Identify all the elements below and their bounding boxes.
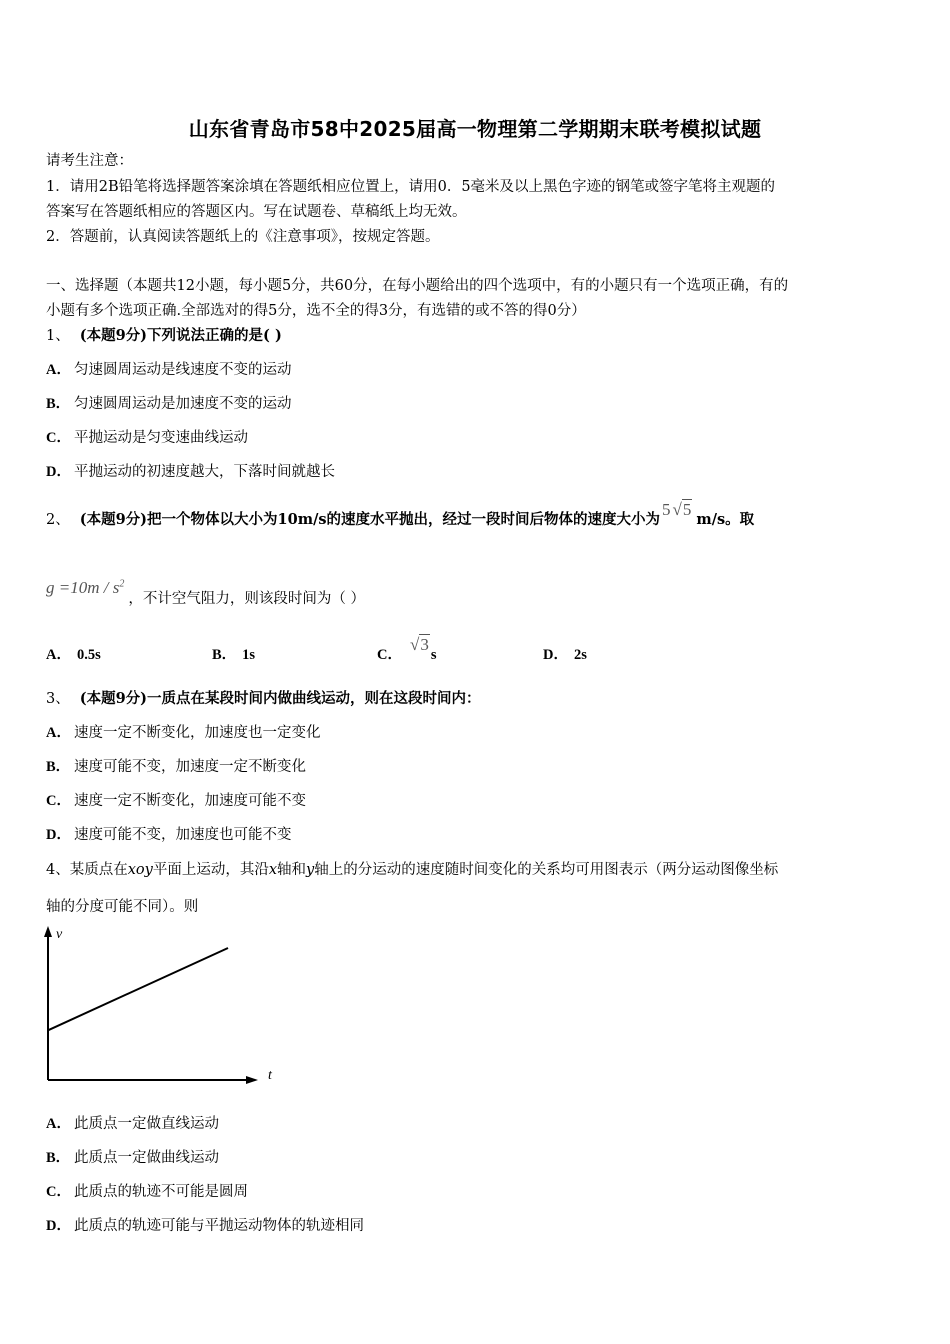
question-number: 1、: [46, 328, 70, 344]
question-2-option-b: B． 1s: [212, 647, 256, 663]
question-1-option-a: A． 匀速圆周运动是线速度不变的运动: [46, 362, 292, 378]
velocity-line: [48, 948, 228, 1030]
question-4-stem-line-1: 4、某质点在xoy平面上运动，其沿x轴和y轴上的分运动的速度随时间变化的关系均可用图表示（两分运动图像坐标: [46, 862, 779, 878]
question-number: 3、: [46, 691, 70, 707]
t-axis-label: t: [268, 1068, 272, 1083]
question-3-option-d: D． 速度可能不变，加速度也可能不变: [46, 827, 292, 843]
question-3-option-b: B． 速度可能不变，加速度一定不断变化: [46, 759, 306, 775]
notice-item-2: 2．答题前，认真阅读答题纸上的《注意事项》，按规定答题。: [46, 229, 440, 245]
question-text: (本题9分)一质点在某段时间内做曲线运动，则在这段时间内：: [79, 690, 481, 707]
question-1-stem: [46, 326, 282, 346]
question-text: (本题9分)下列说法正确的是( ): [79, 327, 282, 344]
gravity-expression: $g =10m / s^2$: [46, 577, 125, 597]
velocity-time-graph: [38, 922, 288, 1092]
notice-heading: 请考生注意：: [46, 153, 133, 169]
v-axis-label: v: [56, 927, 63, 942]
question-2-option-a: A． 0.5s: [46, 647, 101, 663]
question-1-option-c: C． 平抛运动是匀变速曲线运动: [46, 430, 248, 446]
question-4-option-d: D． 此质点的轨迹可能与平抛运动物体的轨迹相同: [46, 1218, 364, 1234]
section-1-instructions-line-2: 小题有多个选项正确.全部选对的得5分，选不全的得3分，有选错的或不答的得0分）: [46, 303, 586, 319]
question-4-option-c: C． 此质点的轨迹不可能是圆周: [46, 1184, 248, 1200]
question-3-option-c: C． 速度一定不断变化，加速度可能不变: [46, 793, 306, 809]
question-2-stem-line-1: 2、 (本题9分)把一个物体以大小为10m/s的速度水平抛出，经过一段时间后物体的速度大小为5 √5m/s。取: [46, 500, 755, 528]
speed-expression: 5 √5: [662, 500, 692, 519]
question-2-option-d: D． 2s: [543, 647, 587, 663]
notice-item-1-line-1: 1．请用2B铅笔将选择题答案涂填在答题纸相应位置上，请用0．5毫米及以上黑色字迹的钢笔或签字笔将主观题的: [46, 179, 776, 195]
question-text: (本题9分)把一个物体以大小为10m/s的速度水平抛出，经过一段时间后物体的速度大小为: [79, 511, 661, 528]
page-title: 山东省青岛市58中2025届高一物理第二学期期末联考模拟试题: [188, 117, 762, 141]
t-axis-arrow: [246, 1076, 258, 1084]
question-3-option-a: A． 速度一定不断变化，加速度也一定变化: [46, 725, 321, 741]
question-4-option-a: A． 此质点一定做直线运动: [46, 1116, 219, 1132]
question-2-option-c: C．√3s: [377, 635, 437, 663]
question-3-stem: [46, 689, 481, 709]
question-number: 2、: [46, 512, 70, 528]
notice-item-1-line-2: 答案写在答题纸相应的答题区内。写在试题卷、草稿纸上均无效。: [46, 204, 467, 220]
question-1-option-d: D． 平抛运动的初速度越大，下落时间就越长: [46, 464, 335, 480]
question-4-stem-line-2: 轴的分度可能不同）。则: [46, 899, 199, 915]
question-4-option-b: B． 此质点一定做曲线运动: [46, 1150, 219, 1166]
v-axis-arrow: [44, 926, 52, 937]
section-1-instructions-line-1: 一、选择题（本题共12小题，每小题5分，共60分，在每小题给出的四个选项中，有的小题只有一个选项正确，有的: [46, 278, 789, 294]
question-2-stem-line-2: $g =10m / s^2$，不计空气阻力，则该段时间为（ ）: [46, 577, 365, 607]
question-1-option-b: B． 匀速圆周运动是加速度不变的运动: [46, 396, 292, 412]
